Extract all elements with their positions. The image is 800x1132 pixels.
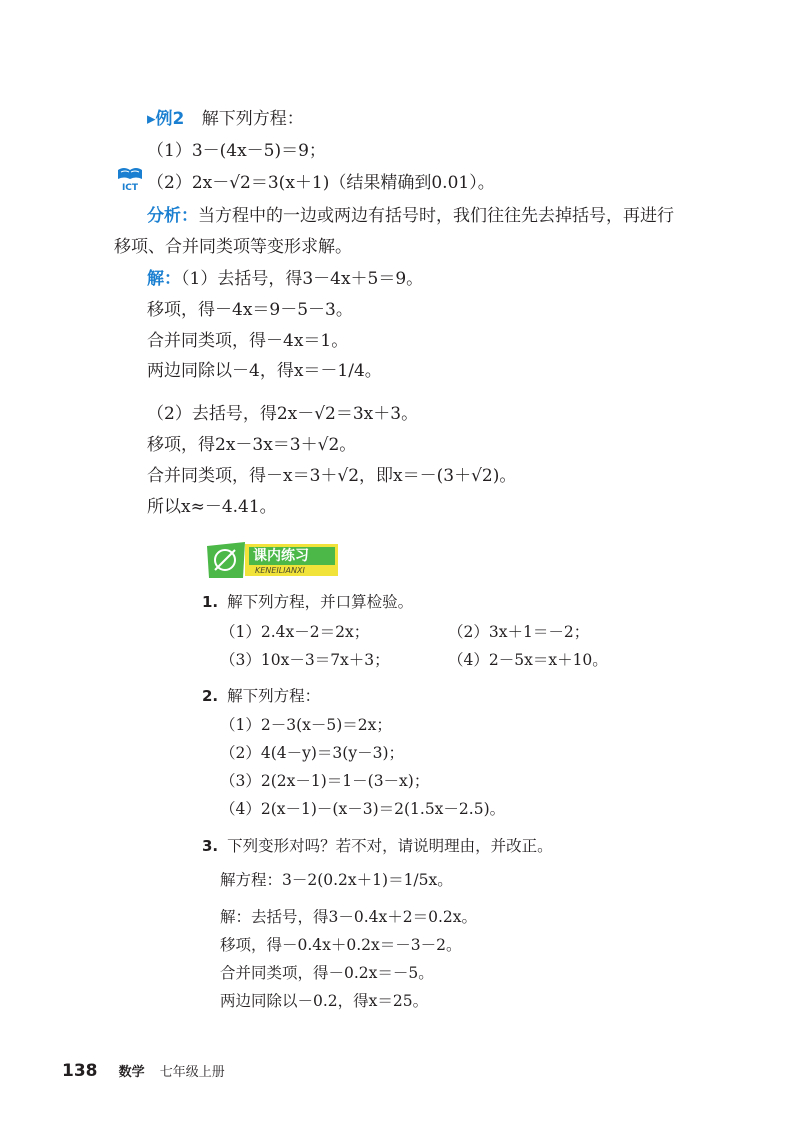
example-title: 解下列方程： <box>201 109 304 129</box>
q1-text: 解下列方程，并口算检验。 <box>227 593 414 611</box>
solution-line-8: 所以x≈－4.41。 <box>147 497 277 517</box>
q2-item-2: （2）4(4－y)＝3(y－3)； <box>220 744 405 762</box>
q1-heading <box>202 592 413 612</box>
practice-title: 课内练习 <box>253 548 309 564</box>
solution-line-3: 合并同类项，得－4x＝1。 <box>147 331 349 351</box>
q3-line-2: 解：去括号，得3－0.4x＋2＝0.2x。 <box>220 908 478 926</box>
ict-icon-text: ICT <box>121 183 139 192</box>
solution-text-1: （1）去括号，得3－4x＋5＝9。 <box>181 269 424 289</box>
example-item-1: （1）3－(4x－5)＝9； <box>147 141 326 161</box>
practice-subtitle: KENEILIANXI <box>255 566 305 575</box>
q1-item-3: （3）10x－3＝7x＋3； <box>220 651 390 669</box>
q2-item-1: （1）2－3(x－5)＝2x； <box>220 716 392 734</box>
q3-line-5: 两边同除以－0.2，得x＝25。 <box>220 992 429 1010</box>
q2-text: 解下列方程： <box>227 687 321 705</box>
analysis-line-2: 移项、合并同类项等变形求解。 <box>114 237 352 257</box>
solution-line-5: （2）去括号，得2x－√2＝3x＋3。 <box>147 404 419 424</box>
page-number: 138 <box>62 1061 98 1081</box>
q3-line-1: 解方程：3－2(0.2x＋1)＝1/5x。 <box>220 871 453 889</box>
q1-item-2: （2）3x＋1＝－2； <box>448 623 590 641</box>
solution-label: 解： <box>147 269 181 289</box>
q3-heading <box>202 836 553 856</box>
q2-item-3: （3）2(2x－1)＝1－(3－x)； <box>220 772 430 790</box>
solution-line-7: 合并同类项，得－x＝3＋√2，即x＝－(3＋√2)。 <box>147 466 517 486</box>
example-heading <box>147 108 304 130</box>
q3-number: 3. <box>202 837 219 855</box>
example-marker: ▸ <box>147 109 156 129</box>
q1-item-1: （1）2.4x－2＝2x； <box>220 623 370 641</box>
q3-text: 下列变形对吗？若不对，请说明理由，并改正。 <box>227 837 553 855</box>
example-item-2: （2）2x－√2＝3(x＋1)（结果精确到0.01）。 <box>147 173 495 193</box>
footer-subject: 数学 <box>118 1065 145 1080</box>
page-footer <box>62 1061 225 1081</box>
q1-item-4: （4）2－5x＝x＋10。 <box>448 651 608 669</box>
analysis-text-1: 当方程中的一边或两边有括号时，我们往往先去掉括号，再进行 <box>198 206 674 226</box>
q2-heading <box>202 686 320 706</box>
footer-book: 七年级上册 <box>159 1065 225 1080</box>
example-label: 例2 <box>155 109 185 129</box>
solution-line-1 <box>147 268 423 290</box>
solution-line-2: 移项，得－4x＝9－5－3。 <box>147 300 353 320</box>
ict-icon <box>114 166 146 192</box>
q3-line-3: 移项，得－0.4x＋0.2x＝－3－2。 <box>220 936 462 954</box>
q2-item-4: （4）2(x－1)－(x－3)＝2(1.5x－2.5)。 <box>220 800 506 818</box>
analysis-line-1 <box>147 205 674 227</box>
q3-line-4: 合并同类项，得－0.2x＝－5。 <box>220 964 434 982</box>
solution-line-6: 移项，得2x－3x＝3＋√2。 <box>147 435 357 455</box>
q2-number: 2. <box>202 687 219 705</box>
analysis-label: 分析： <box>147 206 198 226</box>
q1-number: 1. <box>202 593 219 611</box>
practice-banner <box>205 540 340 580</box>
solution-line-4: 两边同除以－4，得x＝－1/4。 <box>147 361 382 381</box>
